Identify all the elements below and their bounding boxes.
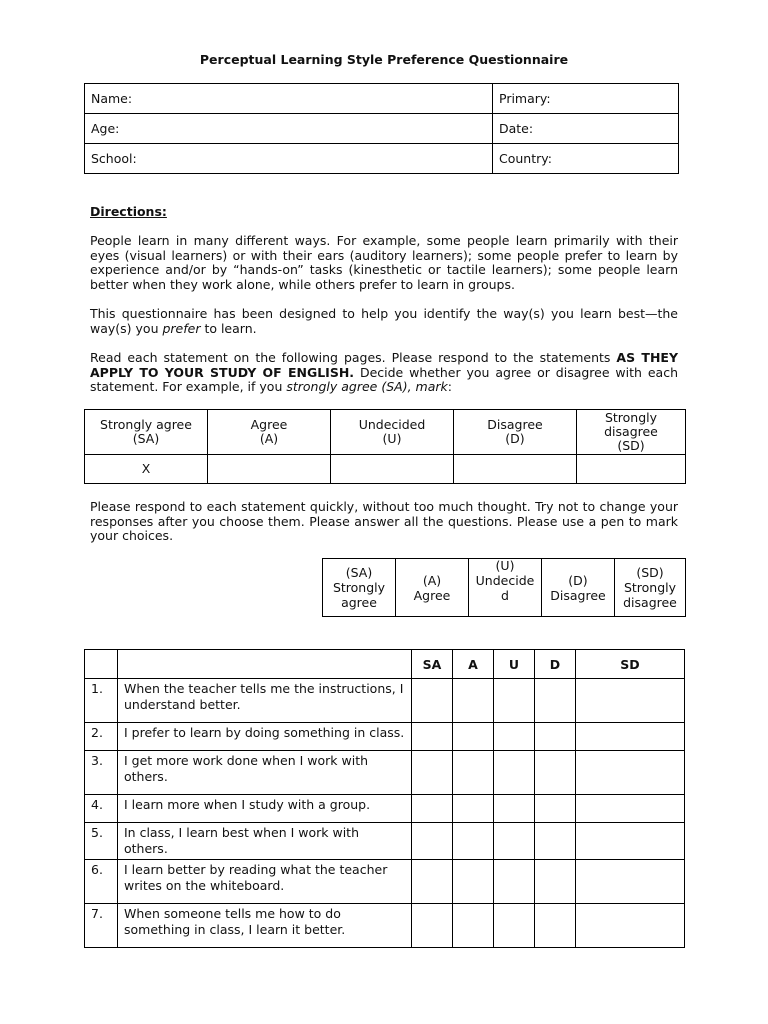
question-number: 6. <box>85 860 118 904</box>
example-empty-cell <box>208 455 331 484</box>
answer-cell-a[interactable] <box>453 795 494 823</box>
date-label: Date: <box>499 121 534 136</box>
scale-header-text: disagree <box>604 424 658 439</box>
question-text: When the teacher tells me the instructions, I understand better. <box>118 679 412 723</box>
table-row <box>85 823 685 860</box>
answer-cell-u[interactable] <box>494 723 535 751</box>
country-label: Country: <box>499 151 552 166</box>
table-row <box>85 751 685 795</box>
answer-cell-sa[interactable] <box>412 904 453 948</box>
answer-cell-a[interactable] <box>453 723 494 751</box>
scale-header-sd <box>577 410 686 455</box>
column-header-u: U <box>494 650 535 679</box>
legend-text: Disagree <box>550 587 606 603</box>
column-header-d: D <box>535 650 576 679</box>
question-text: I learn more when I study with a group. <box>118 795 412 823</box>
school-label: School: <box>91 151 137 166</box>
scale-header-text: Strongly <box>604 410 658 425</box>
example-mark-cell <box>85 455 208 484</box>
answer-cell-a[interactable] <box>453 904 494 948</box>
primary-field[interactable] <box>493 84 679 114</box>
p3-emphasis: AS THEY APPLY TO YOUR STUDY OF ENGLISH. <box>90 350 678 380</box>
scale-header-text: Disagree <box>487 417 543 432</box>
answer-cell-a[interactable] <box>453 751 494 795</box>
scale-header-d <box>454 410 577 455</box>
table-row <box>85 904 685 948</box>
answer-cell-d[interactable] <box>535 679 576 723</box>
scale-header-a <box>208 410 331 455</box>
scale-header-text: Undecided <box>358 417 426 432</box>
p3-text-e: : <box>447 379 452 394</box>
example-empty-cell <box>577 455 686 484</box>
directions-paragraph-1: People learn in many different ways. For example, some people learn primarily with their eyes (visual learners) or with their ears (auditory learners); some people prefer to learn by experience and/or by “hands-on” tasks (kinesthetic or tactile learners); some people learn better when they work alone, while others prefer to learn in groups. <box>90 233 678 292</box>
scale-header-u <box>331 410 454 455</box>
question-number: 1. <box>85 679 118 723</box>
question-text: I prefer to learn by doing something in class. <box>118 723 412 751</box>
scale-header-abbr: (SA) <box>132 431 160 446</box>
question-number: 4. <box>85 795 118 823</box>
p2-text-c: to learn. <box>200 320 257 336</box>
answer-cell-d[interactable] <box>535 860 576 904</box>
student-info-table <box>84 83 679 174</box>
instructions-paragraph: Please respond to each statement quickly, without too much thought. Try not to change your responses after you choose them. Please answer all the questions. Please use a pen to mark your choices. <box>90 499 678 543</box>
answer-cell-u[interactable] <box>494 860 535 904</box>
answer-cell-a[interactable] <box>453 679 494 723</box>
answer-cell-sd[interactable] <box>576 751 685 795</box>
example-scale-table <box>84 409 686 484</box>
legend-u <box>469 559 542 617</box>
table-row <box>85 860 685 904</box>
answer-cell-d[interactable] <box>535 751 576 795</box>
answer-cell-u[interactable] <box>494 823 535 860</box>
answer-cell-a[interactable] <box>453 860 494 904</box>
example-empty-cell <box>331 455 454 484</box>
answer-cell-sa[interactable] <box>412 795 453 823</box>
legend-text: Agree <box>413 587 451 603</box>
scale-header-abbr: (D) <box>505 431 525 446</box>
school-field[interactable] <box>85 144 493 174</box>
p2-emphasis: prefer <box>162 320 201 336</box>
scale-header-abbr: (U) <box>382 431 402 446</box>
answer-cell-sa[interactable] <box>412 823 453 860</box>
scale-header-sa <box>85 410 208 455</box>
name-field[interactable] <box>85 84 493 114</box>
answer-cell-sd[interactable] <box>576 904 685 948</box>
answer-cell-sa[interactable] <box>412 860 453 904</box>
answer-cell-d[interactable] <box>535 723 576 751</box>
question-number: 7. <box>85 904 118 948</box>
page-title: Perceptual Learning Style Preference Questionnaire <box>199 52 569 67</box>
answer-cell-sd[interactable] <box>576 679 685 723</box>
answer-cell-u[interactable] <box>494 751 535 795</box>
p3-italic: strongly agree (SA), mark <box>286 379 448 394</box>
answer-cell-d[interactable] <box>535 795 576 823</box>
age-label: Age: <box>91 121 120 136</box>
legend-abbr: (SA) <box>345 565 373 580</box>
answer-cell-sd[interactable] <box>576 723 685 751</box>
legend-abbr: (SD) <box>636 565 664 580</box>
legend-a <box>396 559 469 617</box>
answer-cell-sa[interactable] <box>412 751 453 795</box>
legend-text: agree <box>341 595 377 610</box>
question-text: I learn better by reading what the teacher writes on the whiteboard. <box>118 860 412 904</box>
legend-text: Undecide <box>475 573 535 588</box>
legend-abbr: (U) <box>495 558 515 573</box>
name-label: Name: <box>91 91 133 106</box>
legend-text: d <box>501 588 509 603</box>
primary-label: Primary: <box>499 91 551 106</box>
num-column-header <box>85 650 118 679</box>
age-field[interactable] <box>85 114 493 144</box>
legend-text: disagree <box>623 595 677 610</box>
directions-paragraph-3 <box>90 351 678 395</box>
scale-header-abbr: (A) <box>259 431 279 446</box>
statement-column-header <box>118 650 412 679</box>
directions-heading: Directions: <box>90 204 167 219</box>
answer-cell-sa[interactable] <box>412 679 453 723</box>
p3-text-a: Read each statement on the following pages. Please respond to the statements <box>90 350 617 365</box>
question-text: When someone tells me how to do something in class, I learn it better. <box>118 904 412 948</box>
legend-table <box>322 558 686 617</box>
question-number: 3. <box>85 751 118 795</box>
answer-cell-d[interactable] <box>535 904 576 948</box>
answer-cell-u[interactable] <box>494 904 535 948</box>
column-header-sa: SA <box>412 650 453 679</box>
answer-cell-a[interactable] <box>453 823 494 860</box>
table-row <box>85 679 685 723</box>
question-number: 5. <box>85 823 118 860</box>
column-header-a: A <box>453 650 494 679</box>
question-number: 2. <box>85 723 118 751</box>
answer-cell-sd[interactable] <box>576 823 685 860</box>
answer-cell-u[interactable] <box>494 795 535 823</box>
scale-header-abbr: (SD) <box>617 438 645 453</box>
legend-text: Strongly <box>332 580 386 595</box>
country-field[interactable] <box>493 144 679 174</box>
answer-cell-d[interactable] <box>535 823 576 860</box>
legend-abbr: (A) <box>422 572 442 588</box>
p2-text-a: This questionnaire has been designed to help you identify the way(s) you learn best—the way(s) you <box>90 306 678 336</box>
example-mark: X <box>141 461 151 476</box>
answer-cell-sd[interactable] <box>576 860 685 904</box>
legend-text: Strongly <box>623 580 677 595</box>
questions-table <box>84 649 685 948</box>
legend-abbr: (D) <box>568 572 588 588</box>
question-text: In class, I learn best when I work with others. <box>118 823 412 860</box>
table-row <box>85 723 685 751</box>
legend-d <box>542 559 615 617</box>
example-empty-cell <box>454 455 577 484</box>
scale-header-text: Strongly agree <box>100 417 192 432</box>
legend-sd <box>615 559 686 617</box>
answer-cell-u[interactable] <box>494 679 535 723</box>
column-header-sd: SD <box>576 650 685 679</box>
p3-text-c: Decide whether you agree or disagree with each statement. For example, if you <box>90 364 678 394</box>
question-text: I get more work done when I work with others. <box>118 751 412 795</box>
table-row <box>85 795 685 823</box>
date-field[interactable] <box>493 114 679 144</box>
legend-sa <box>323 559 396 617</box>
scale-header-text: Agree <box>250 417 288 432</box>
directions-paragraph-2 <box>90 307 678 336</box>
answer-cell-sa[interactable] <box>412 723 453 751</box>
answer-cell-sd[interactable] <box>576 795 685 823</box>
